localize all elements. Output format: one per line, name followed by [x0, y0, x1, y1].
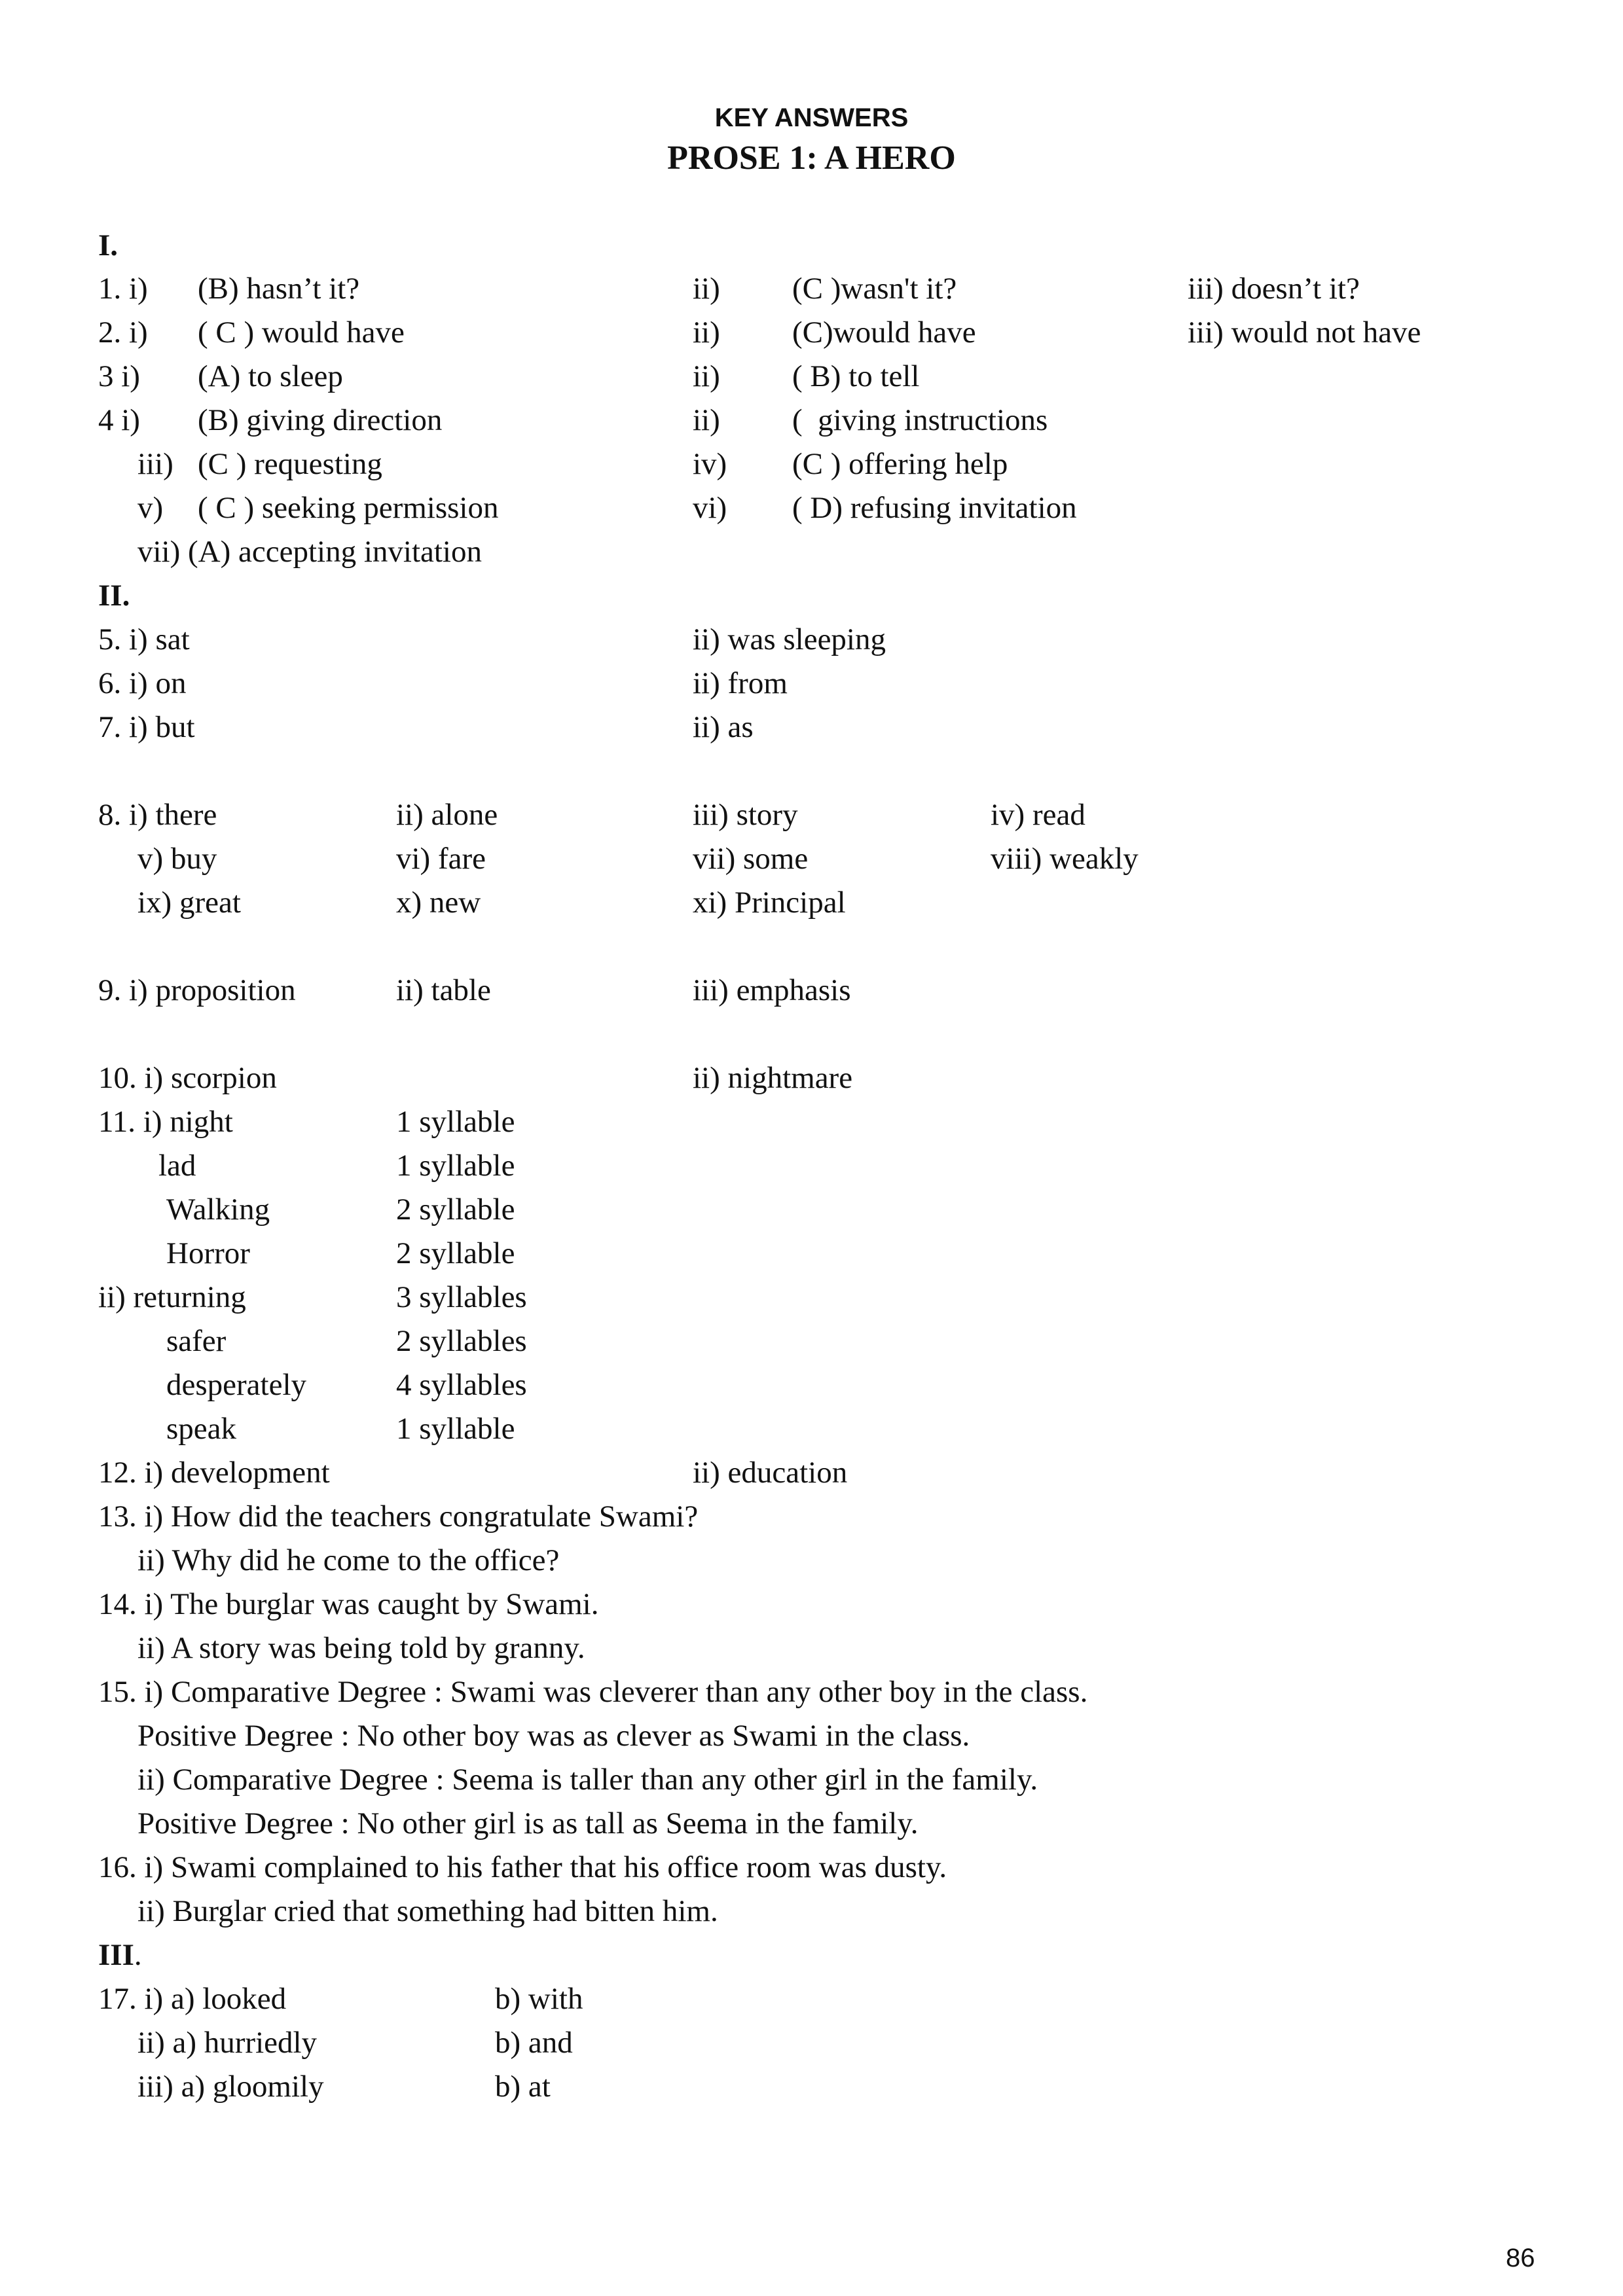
q17-answer-a: iii) a) gloomily [137, 2070, 324, 2104]
q11-word: Horror [166, 1236, 250, 1270]
q15-answer: Positive Degree : No other girl is as tall as Seema in the family. [137, 1806, 919, 1840]
q17-answer-b: b) at [495, 2070, 551, 2104]
q9-answer: iii) emphasis [693, 973, 851, 1007]
q14-answer: ii) A story was being told by granny. [137, 1631, 585, 1665]
q10-answer: ii) nightmare [693, 1061, 853, 1095]
q11-word: desperately [166, 1368, 307, 1402]
q4-label-iii: iii) [137, 447, 173, 481]
q1-label-ii: ii) [693, 272, 720, 306]
q17-answer-a: 17. i) a) looked [98, 1982, 287, 2016]
q6-answer-i: 6. i) on [98, 666, 187, 700]
q4-answer-ii: ( giving instructions [792, 403, 1048, 437]
q8-answer: ix) great [137, 886, 241, 920]
q11-syllables: 1 syllable [396, 1105, 515, 1139]
q11-syllables: 2 syllable [396, 1193, 515, 1227]
q2-label-ii: ii) [693, 315, 720, 350]
q15-answer: 15. i) Comparative Degree : Swami was cleverer than any other boy in the class. [98, 1675, 1088, 1709]
q13-answer: 13. i) How did the teachers congratulate Swami? [98, 1499, 699, 1534]
q3-number: 3 i) [98, 359, 140, 393]
section-three-label [98, 1935, 142, 1975]
section-three-dot: . [134, 1938, 142, 1972]
q2-number: 2. i) [98, 315, 148, 350]
q5-answer-i: 5. i) sat [98, 622, 190, 656]
q16-answer: ii) Burglar cried that something had bitten him. [137, 1894, 718, 1928]
q2-answer-iii: iii) would not have [1188, 315, 1421, 350]
q8-answer: vii) some [693, 842, 809, 876]
q15-answer: ii) Comparative Degree : Seema is taller than any other girl in the family. [137, 1763, 1038, 1797]
q4-answer-i: (B) giving direction [198, 403, 443, 437]
section-three-numeral: III [98, 1938, 134, 1972]
q8-answer: x) new [396, 886, 481, 920]
q11-word: speak [166, 1412, 237, 1446]
q11-word: lad [158, 1149, 196, 1183]
q10-answer: 10. i) scorpion [98, 1061, 277, 1095]
q4-answer-v: ( C ) seeking permission [198, 491, 499, 525]
q4-number: 4 i) [98, 403, 140, 437]
q4-label-iv: iv) [693, 447, 727, 481]
q11-syllables: 2 syllable [396, 1236, 515, 1270]
q8-answer: v) buy [137, 842, 217, 876]
q4-label-ii: ii) [693, 403, 720, 437]
q3-answer-ii: ( B) to tell [792, 359, 920, 393]
q4-answer-vi: ( D) refusing invitation [792, 491, 1077, 525]
q2-answer-ii: (C)would have [792, 315, 976, 350]
section-two-label: II. [98, 579, 130, 613]
section-one-label: I. [98, 228, 119, 262]
q4-answer-iv: (C ) offering help [792, 447, 1008, 481]
q4-answer-vii: vii) (A) accepting invitation [137, 535, 482, 569]
q11-syllables: 4 syllables [396, 1368, 527, 1402]
q4-answer-iii: (C ) requesting [198, 447, 382, 481]
q9-answer: ii) table [396, 973, 491, 1007]
q2-answer-i: ( C ) would have [198, 315, 405, 350]
q8-answer: vi) fare [396, 842, 486, 876]
q11-word: 11. i) night [98, 1105, 233, 1139]
q8-answer: viii) weakly [991, 842, 1139, 876]
q1-answer-ii: (C )wasn't it? [792, 272, 957, 306]
q16-answer: 16. i) Swami complained to his father that his office room was dusty. [98, 1850, 947, 1884]
q14-answer: 14. i) The burglar was caught by Swami. [98, 1587, 599, 1621]
q1-answer-i: (B) hasn’t it? [198, 272, 360, 306]
q7-answer-ii: ii) as [693, 710, 754, 744]
q9-answer: 9. i) proposition [98, 973, 296, 1007]
q3-answer-i: (A) to sleep [198, 359, 343, 393]
q11-syllables: 2 syllables [396, 1324, 527, 1358]
q8-answer: iv) read [991, 798, 1085, 832]
q1-answer-iii: iii) doesn’t it? [1188, 272, 1360, 306]
q4-label-v: v) [137, 491, 164, 525]
q17-answer-b: b) with [495, 1982, 583, 2016]
q11-word: ii) returning [98, 1280, 246, 1314]
key-answers-heading: KEY ANSWERS [714, 103, 909, 132]
prose-title: PROSE 1: A HERO [667, 139, 956, 177]
q5-answer-ii: ii) was sleeping [693, 622, 886, 656]
q11-syllables: 1 syllable [396, 1149, 515, 1183]
q4-label-vi: vi) [693, 491, 727, 525]
q8-answer: xi) Principal [693, 886, 846, 920]
q11-word: safer [166, 1324, 227, 1358]
q3-label-ii: ii) [693, 359, 720, 393]
q11-syllables: 1 syllable [396, 1412, 515, 1446]
q15-answer: Positive Degree : No other boy was as clever as Swami in the class. [137, 1719, 970, 1753]
q7-answer-i: 7. i) but [98, 710, 195, 744]
q17-answer-a: ii) a) hurriedly [137, 2026, 318, 2060]
q17-answer-b: b) and [495, 2026, 573, 2060]
page-number: 86 [1506, 2244, 1535, 2272]
q8-answer: ii) alone [396, 798, 498, 832]
q6-answer-ii: ii) from [693, 666, 788, 700]
q8-answer: 8. i) there [98, 798, 217, 832]
q12-answer: 12. i) development [98, 1456, 330, 1490]
q13-answer: ii) Why did he come to the office? [137, 1543, 560, 1577]
q12-answer: ii) education [693, 1456, 848, 1490]
q1-number: 1. i) [98, 272, 148, 306]
q11-syllables: 3 syllables [396, 1280, 527, 1314]
q8-answer: iii) story [693, 798, 798, 832]
q11-word: Walking [166, 1193, 270, 1227]
